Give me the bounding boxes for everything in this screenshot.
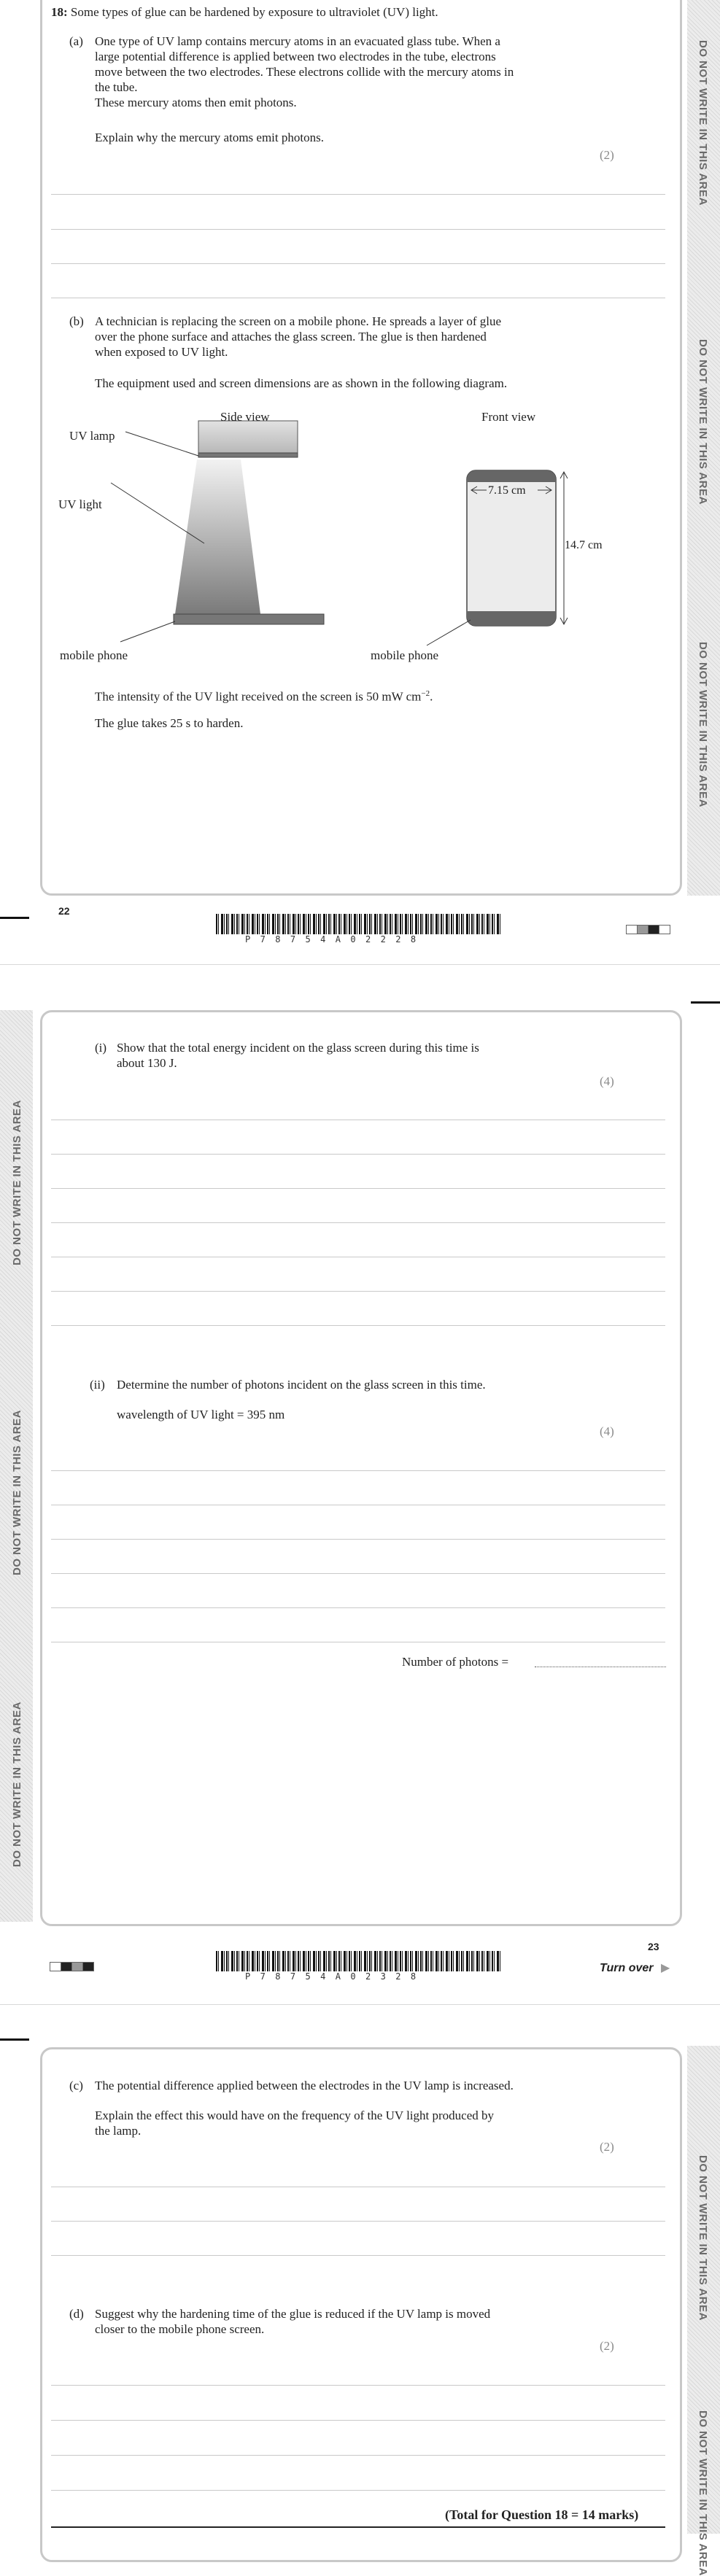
part-d-line: closer to the mobile phone screen. bbox=[95, 2322, 265, 2336]
part-i-line: Show that the total energy incident on the glass screen during this time is bbox=[117, 1041, 479, 1055]
answer-line[interactable] bbox=[51, 2385, 665, 2386]
answer-line[interactable] bbox=[51, 1325, 665, 1326]
answer-line[interactable] bbox=[51, 1470, 665, 1471]
page-marker bbox=[637, 925, 649, 934]
answer-line[interactable] bbox=[51, 2420, 665, 2421]
part-i-line: about 130 J. bbox=[117, 1056, 177, 1070]
intensity-text: The intensity of the UV light received on the screen is 50 mW cm bbox=[95, 689, 422, 704]
turn-over-text: Turn over bbox=[600, 1962, 654, 1974]
do-not-write-label: DO NOT WRITE IN THIS AREA bbox=[697, 642, 709, 807]
footer-rule bbox=[0, 917, 29, 919]
marks-indicator: (2) bbox=[600, 148, 614, 162]
total-rule bbox=[51, 2526, 665, 2528]
part-a-instruction: Explain why the mercury atoms emit photons. bbox=[95, 131, 324, 144]
part-ii-label: (ii) bbox=[90, 1378, 105, 1392]
answer-line[interactable] bbox=[51, 229, 665, 230]
answer-line[interactable] bbox=[51, 1222, 665, 1223]
part-i-label: (i) bbox=[95, 1041, 107, 1055]
marks-indicator: (2) bbox=[600, 2140, 614, 2154]
page-marker bbox=[61, 1962, 72, 1971]
dimension-height: 14.7 cm bbox=[565, 539, 603, 551]
question-intro bbox=[51, 4, 438, 20]
diagram-intro: The equipment used and screen dimensions are as shown in the following diagram. bbox=[95, 376, 508, 390]
do-not-write-label: DO NOT WRITE IN THIS AREA bbox=[697, 339, 709, 505]
wavelength-statement: wavelength of UV light = 395 nm bbox=[117, 1408, 285, 1421]
part-a-line: move between the two electrodes. These electrons collide with the mercury atoms in bbox=[95, 65, 514, 79]
question-number: 18: bbox=[51, 5, 68, 19]
part-b-line: A technician is replacing the screen on a mobile phone. He spreads a layer of glue bbox=[95, 314, 502, 328]
do-not-write-label: DO NOT WRITE IN THIS AREA bbox=[697, 2155, 709, 2321]
part-ii-line: Determine the number of photons incident on the glass screen in this time. bbox=[117, 1378, 486, 1392]
answer-line[interactable] bbox=[51, 263, 665, 264]
diagram-label-uv-lamp: UV lamp bbox=[69, 429, 115, 443]
part-d-line: Suggest why the hardening time of the glue is reduced if the UV lamp is moved bbox=[95, 2307, 491, 2321]
diagram-label-side-view: Side view bbox=[220, 410, 270, 424]
uv-equipment-diagram bbox=[44, 401, 598, 671]
answer-line[interactable] bbox=[51, 1188, 665, 1189]
part-a-line: One type of UV lamp contains mercury atoms in an evacuated glass tube. When a bbox=[95, 34, 500, 48]
answer-line[interactable] bbox=[51, 2221, 665, 2222]
answer-line[interactable] bbox=[51, 2490, 665, 2491]
uv-lamp-base bbox=[198, 453, 298, 457]
barcode bbox=[216, 914, 502, 934]
part-a-line: These mercury atoms then emit photons. bbox=[95, 96, 297, 109]
header-rule bbox=[691, 1001, 720, 1004]
page-marker bbox=[659, 925, 670, 934]
answer-line[interactable] bbox=[51, 194, 665, 195]
diagram-label-mobile-phone: mobile phone bbox=[371, 648, 439, 662]
question-intro-text: Some types of glue can be hardened by exposure to ultraviolet (UV) light. bbox=[70, 5, 438, 19]
page-marker bbox=[626, 925, 638, 934]
barcode-text: P78754A02328 bbox=[245, 1971, 426, 1982]
part-b-label: (b) bbox=[69, 314, 84, 328]
answer-line[interactable] bbox=[51, 1539, 665, 1540]
page-divider bbox=[0, 964, 720, 965]
part-b-line: when exposed to UV light. bbox=[95, 345, 228, 359]
page-23-frame bbox=[40, 1010, 682, 1926]
page-marker bbox=[82, 1962, 94, 1971]
intensity-period: . bbox=[430, 689, 433, 704]
do-not-write-label: DO NOT WRITE IN THIS AREA bbox=[11, 1410, 23, 1575]
answer-line[interactable] bbox=[51, 1607, 665, 1608]
diagram-label-mobile-phone: mobile phone bbox=[60, 648, 128, 662]
page-number: 23 bbox=[648, 1941, 659, 1952]
do-not-write-label: DO NOT WRITE IN THIS AREA bbox=[11, 1100, 23, 1265]
barcode-text: P78754A02228 bbox=[245, 934, 426, 944]
question-total: (Total for Question 18 = 14 marks) bbox=[445, 2507, 639, 2522]
turn-over-arrow-icon: ▶ bbox=[660, 1962, 670, 1974]
part-b-line: over the phone surface and attaches the glass screen. The glue is then hardened bbox=[95, 330, 487, 344]
page-number: 22 bbox=[58, 905, 70, 917]
uv-lamp-body bbox=[198, 421, 298, 453]
page-marker bbox=[71, 1962, 83, 1971]
answer-line[interactable] bbox=[51, 2255, 665, 2256]
do-not-write-label: DO NOT WRITE IN THIS AREA bbox=[697, 2410, 709, 2576]
phone-side-body bbox=[174, 614, 324, 624]
do-not-write-label: DO NOT WRITE IN THIS AREA bbox=[697, 40, 709, 206]
part-a-line: large potential difference is applied between two electrodes in the tube, electrons bbox=[95, 50, 496, 63]
answer-line[interactable] bbox=[51, 1291, 665, 1292]
barcode bbox=[216, 1951, 502, 1971]
part-d-label: (d) bbox=[69, 2307, 84, 2321]
marks-indicator: (2) bbox=[600, 2339, 614, 2353]
diagram-label-front-view: Front view bbox=[481, 410, 536, 424]
part-a-line: the tube. bbox=[95, 80, 138, 94]
part-a-label: (a) bbox=[69, 34, 83, 48]
answer-line[interactable] bbox=[51, 2455, 665, 2456]
uv-light-beam bbox=[175, 459, 260, 614]
marks-indicator: (4) bbox=[600, 1424, 614, 1438]
page-marker bbox=[50, 1962, 61, 1971]
page-marker bbox=[648, 925, 659, 934]
photons-answer-label: Number of photons = bbox=[402, 1655, 509, 1669]
page-divider bbox=[0, 2004, 720, 2005]
answer-line[interactable] bbox=[51, 1573, 665, 1574]
diagram-label-uv-light: UV light bbox=[58, 497, 102, 511]
part-c-line: the lamp. bbox=[95, 2124, 142, 2138]
part-c-label: (c) bbox=[69, 2079, 83, 2092]
do-not-write-label: DO NOT WRITE IN THIS AREA bbox=[11, 1702, 23, 1867]
part-c-line: The potential difference applied between the electrodes in the UV lamp is increased. bbox=[95, 2079, 514, 2092]
part-c-line: Explain the effect this would have on the frequency of the UV light produced by bbox=[95, 2108, 494, 2122]
header-rule bbox=[0, 2038, 29, 2041]
answer-line[interactable] bbox=[51, 1154, 665, 1155]
glue-time-statement: The glue takes 25 s to harden. bbox=[95, 716, 244, 730]
intensity-exponent: −2 bbox=[421, 689, 430, 698]
dimension-width: 7.15 cm bbox=[488, 484, 526, 497]
marks-indicator: (4) bbox=[600, 1074, 614, 1088]
turn-over-label bbox=[600, 1960, 670, 1975]
intensity-statement bbox=[95, 686, 433, 705]
